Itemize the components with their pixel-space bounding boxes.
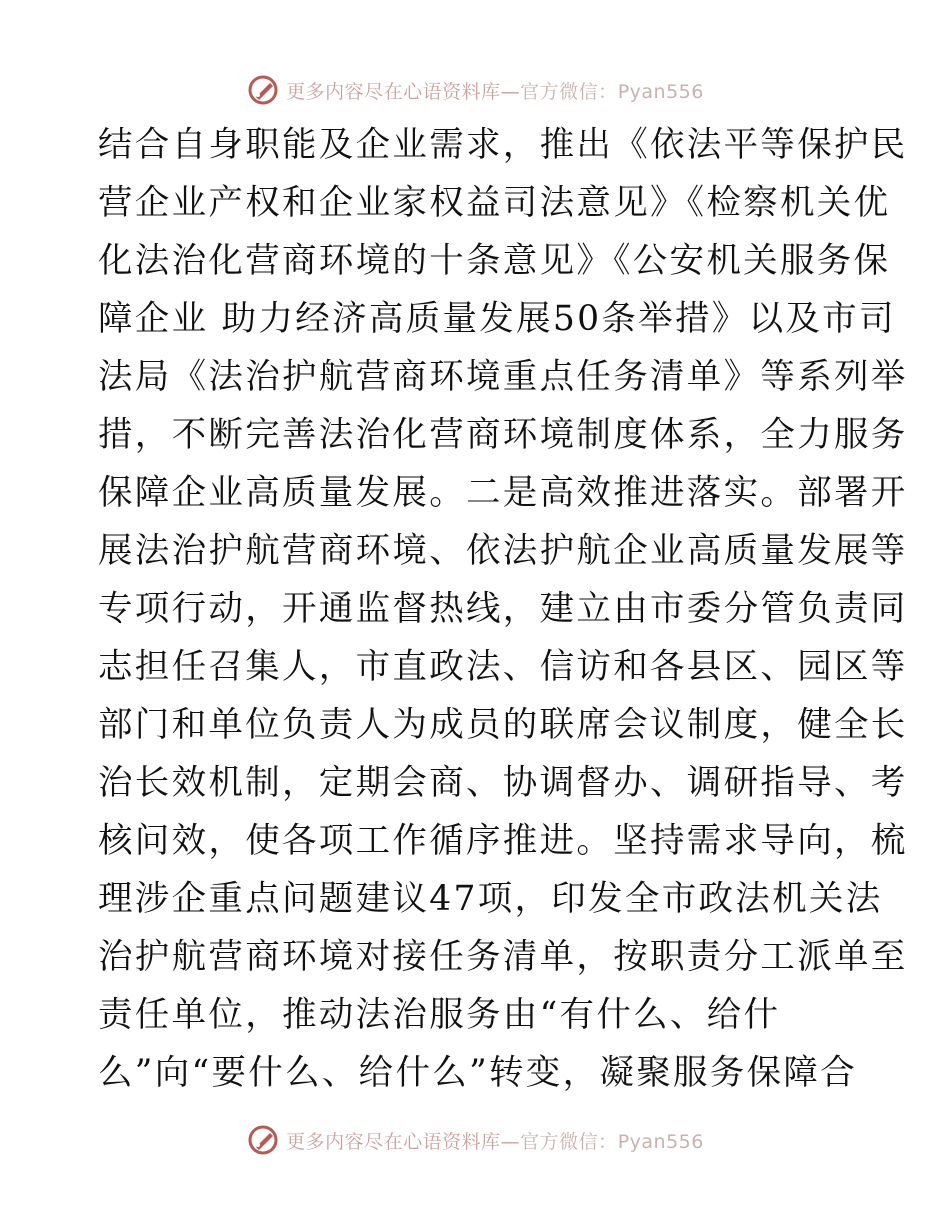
body-line: 专项行动，开通监督热线，建立由市委分管负责同 xyxy=(98,589,908,629)
header-banner xyxy=(0,70,950,110)
header-wechat-id: Pyan556 xyxy=(617,80,704,103)
body-line: 营企业产权和企业家权益司法意见》《检察机关优 xyxy=(98,183,891,223)
pen-logo-icon xyxy=(246,1123,280,1157)
footer-separator: — xyxy=(500,1130,521,1153)
body-line: 么”向“要什么、给什么”转变，凝聚服务保障合 xyxy=(98,1053,858,1093)
body-line: 责任单位，推动法治服务由“有什么、给什 xyxy=(98,995,781,1035)
footer-wechat-label: 官方微信： xyxy=(520,1130,618,1153)
footer-wechat-id: Pyan556 xyxy=(617,1130,704,1153)
document-body xyxy=(98,116,908,1102)
footer-banner-text xyxy=(286,1127,704,1154)
body-line: 化法治化营商环境的十条意见》《公安机关服务保 xyxy=(98,241,891,281)
body-line: 部门和单位负责人为成员的联席会议制度，健全长 xyxy=(98,705,908,745)
body-line: 结合自身职能及企业需求，推出《依法平等保护民 xyxy=(98,125,908,165)
footer-resource-text: 更多内容尽在心语资料库 xyxy=(286,1130,501,1153)
body-line: 治长效机制，定期会商、协调督办、调研指导、考 xyxy=(98,763,908,803)
body-line: 障企业 助力经济高质量发展50条举措》以及市司 xyxy=(98,299,896,339)
header-resource-text: 更多内容尽在心语资料库 xyxy=(286,80,501,103)
body-line: 核问效，使各项工作循序推进。坚持需求导向，梳 xyxy=(98,821,908,861)
pen-logo-icon xyxy=(246,73,280,107)
body-line: 保障企业高质量发展。二是高效推进落实。部署开 xyxy=(98,473,908,513)
header-separator: — xyxy=(500,80,521,103)
header-wechat-label: 官方微信： xyxy=(520,80,618,103)
body-line: 志担任召集人，市直政法、信访和各县区、园区等 xyxy=(98,647,908,687)
footer-banner xyxy=(0,1120,950,1160)
header-banner-text xyxy=(286,77,704,104)
body-line: 展法治护航营商环境、依法护航企业高质量发展等 xyxy=(98,531,908,571)
body-line: 法局《法治护航营商环境重点任务清单》等系列举 xyxy=(98,357,908,397)
body-line: 理涉企重点问题建议47项，印发全市政法机关法 xyxy=(98,879,883,919)
body-line: 措，不断完善法治化营商环境制度体系，全力服务 xyxy=(98,415,908,455)
body-line: 治护航营商环境对接任务清单，按职责分工派单至 xyxy=(98,937,908,977)
